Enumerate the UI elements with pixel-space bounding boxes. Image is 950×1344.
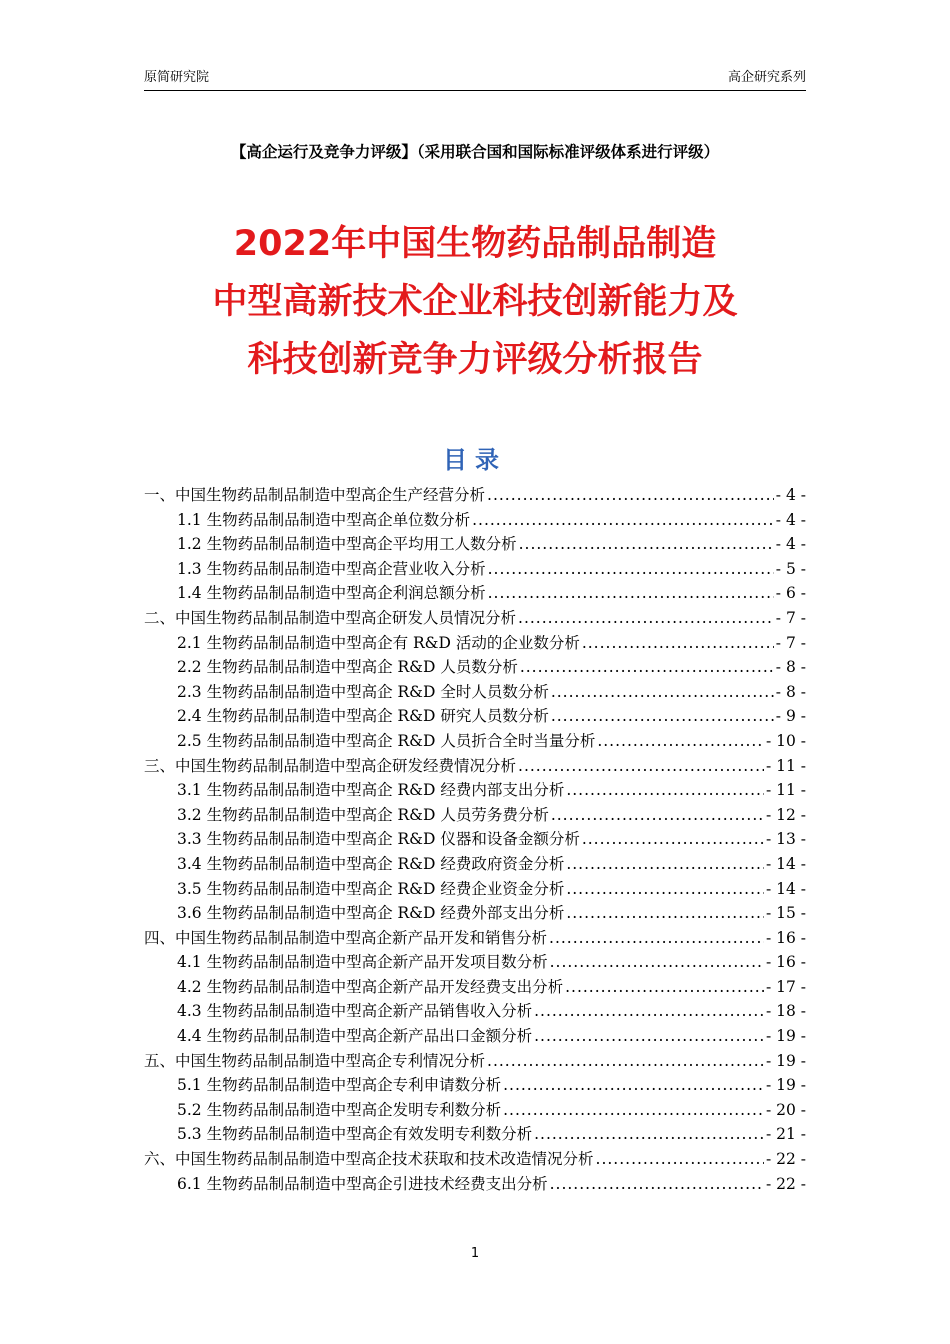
toc-entry[interactable] bbox=[144, 975, 806, 1000]
toc-entry-text: 2.3 生物药品制品制造中型高企 R&D 全时人员数分析 bbox=[177, 682, 549, 701]
toc-entry-page: - 8 - bbox=[775, 682, 806, 701]
toc-entry-page: - 4 - bbox=[775, 510, 806, 529]
toc-entry-text: 4.3 生物药品制品制造中型高企新产品销售收入分析 bbox=[177, 1002, 533, 1021]
toc-leader-dots bbox=[566, 901, 764, 926]
toc-leader-dots bbox=[565, 975, 764, 1000]
toc-leader-dots bbox=[582, 827, 764, 852]
table-of-contents bbox=[144, 483, 806, 1196]
toc-entry-text: 一、中国生物药品制品制造中型高企生产经营分析 bbox=[144, 486, 486, 504]
toc-entry-text: 5.2 生物药品制品制造中型高企发明专利数分析 bbox=[177, 1100, 502, 1119]
toc-entry-text: 1.4 生物药品制品制造中型高企利润总额分析 bbox=[177, 584, 486, 603]
toc-entry[interactable] bbox=[144, 1049, 806, 1074]
toc-entry-text: 五、中国生物药品制品制造中型高企专利情况分析 bbox=[144, 1051, 486, 1070]
toc-entry[interactable] bbox=[144, 877, 806, 902]
toc-entry[interactable] bbox=[144, 950, 806, 975]
toc-entry-page: - 18 - bbox=[765, 1002, 806, 1021]
toc-entry-page: - 4 - bbox=[775, 486, 806, 504]
toc-entry[interactable] bbox=[144, 655, 806, 680]
toc-leader-dots bbox=[520, 655, 774, 680]
toc-entry[interactable] bbox=[144, 508, 806, 533]
toc-leader-dots bbox=[487, 483, 774, 508]
toc-entry-page: - 7 - bbox=[775, 633, 806, 652]
toc-entry-page: - 7 - bbox=[775, 608, 806, 627]
toc-entry-page: - 14 - bbox=[765, 854, 806, 873]
toc-entry-text: 4.1 生物药品制品制造中型高企新产品开发项目数分析 bbox=[177, 953, 548, 972]
toc-entry-text: 六、中国生物药品制品制造中型高企技术获取和技术改造情况分析 bbox=[144, 1150, 594, 1169]
toc-entry[interactable] bbox=[144, 483, 806, 508]
toc-entry-text: 2.1 生物药品制品制造中型高企有 R&D 活动的企业数分析 bbox=[177, 633, 580, 652]
report-title bbox=[0, 215, 950, 389]
toc-leader-dots bbox=[597, 729, 764, 754]
toc-entry-page: - 11 - bbox=[765, 756, 806, 775]
toc-entry[interactable] bbox=[144, 704, 806, 729]
toc-entry-page: - 6 - bbox=[775, 584, 806, 603]
toc-entry-text: 5.3 生物药品制品制造中型高企有效发明专利数分析 bbox=[177, 1125, 533, 1144]
rating-subtitle: 【高企运行及竞争力评级】（采用联合国和国际标准评级体系进行评级） bbox=[230, 143, 720, 161]
toc-leader-dots bbox=[582, 631, 774, 656]
toc-entry[interactable] bbox=[144, 999, 806, 1024]
toc-entry[interactable] bbox=[144, 754, 806, 779]
toc-entry[interactable] bbox=[144, 778, 806, 803]
toc-entry[interactable] bbox=[144, 532, 806, 557]
toc-entry-page: - 19 - bbox=[765, 1076, 806, 1095]
title-line-2: 中型高新技术企业科技创新能力及 bbox=[212, 282, 738, 322]
toc-entry[interactable] bbox=[144, 1122, 806, 1147]
toc-leader-dots bbox=[551, 704, 774, 729]
toc-leader-dots bbox=[534, 999, 764, 1024]
toc-leader-dots bbox=[518, 606, 774, 631]
toc-leader-dots bbox=[518, 754, 764, 779]
toc-entry-page: - 13 - bbox=[765, 830, 806, 849]
toc-entry[interactable] bbox=[144, 606, 806, 631]
toc-leader-dots bbox=[596, 1147, 764, 1172]
toc-leader-dots bbox=[503, 1098, 764, 1123]
toc-leader-dots bbox=[534, 1122, 764, 1147]
toc-heading: 目录 bbox=[443, 446, 507, 474]
title-line-3: 科技创新竞争力评级分析报告 bbox=[247, 340, 703, 380]
toc-entry-page: - 16 - bbox=[765, 953, 806, 972]
toc-entry-text: 3.5 生物药品制品制造中型高企 R&D 经费企业资金分析 bbox=[177, 879, 565, 898]
toc-entry-page: - 22 - bbox=[765, 1174, 806, 1193]
title-line-1: 2022年中国生物药品制品制造 bbox=[233, 224, 717, 264]
toc-entry-text: 三、中国生物药品制品制造中型高企研发经费情况分析 bbox=[144, 756, 517, 775]
toc-entry-text: 5.1 生物药品制品制造中型高企专利申请数分析 bbox=[177, 1076, 502, 1095]
toc-entry-page: - 11 - bbox=[765, 781, 806, 800]
toc-entry-text: 4.2 生物药品制品制造中型高企新产品开发经费支出分析 bbox=[177, 977, 564, 996]
toc-leader-dots bbox=[488, 581, 774, 606]
toc-entry-text: 2.5 生物药品制品制造中型高企 R&D 人员折合全时当量分析 bbox=[177, 731, 596, 750]
toc-entry[interactable] bbox=[144, 1172, 806, 1197]
toc-entry[interactable] bbox=[144, 926, 806, 951]
toc-entry-page: - 21 - bbox=[765, 1125, 806, 1144]
toc-entry[interactable] bbox=[144, 1147, 806, 1172]
toc-entry[interactable] bbox=[144, 901, 806, 926]
toc-entry-page: - 16 - bbox=[765, 928, 806, 947]
toc-entry-text: 3.1 生物药品制品制造中型高企 R&D 经费内部支出分析 bbox=[177, 781, 565, 800]
toc-leader-dots bbox=[503, 1073, 764, 1098]
toc-entry-text: 二、中国生物药品制品制造中型高企研发人员情况分析 bbox=[144, 608, 517, 627]
toc-entry-text: 3.4 生物药品制品制造中型高企 R&D 经费政府资金分析 bbox=[177, 854, 565, 873]
toc-entry-text: 2.2 生物药品制品制造中型高企 R&D 人员数分析 bbox=[177, 658, 518, 677]
toc-entry[interactable] bbox=[144, 581, 806, 606]
toc-entry-page: - 5 - bbox=[775, 559, 806, 578]
toc-entry-page: - 8 - bbox=[775, 658, 806, 677]
toc-entry-text: 四、中国生物药品制品制造中型高企新产品开发和销售分析 bbox=[144, 928, 548, 947]
toc-entry-page: - 22 - bbox=[765, 1150, 806, 1169]
toc-entry-page: - 19 - bbox=[765, 1051, 806, 1070]
toc-leader-dots bbox=[487, 1049, 764, 1074]
toc-entry-page: - 4 - bbox=[775, 535, 806, 554]
toc-entry[interactable] bbox=[144, 1073, 806, 1098]
toc-entry[interactable] bbox=[144, 729, 806, 754]
toc-leader-dots bbox=[519, 532, 774, 557]
toc-leader-dots bbox=[488, 557, 774, 582]
header-publisher: 原简研究院 bbox=[144, 70, 210, 85]
toc-entry[interactable] bbox=[144, 680, 806, 705]
toc-entry[interactable] bbox=[144, 803, 806, 828]
toc-leader-dots bbox=[551, 680, 774, 705]
toc-entry-page: - 17 - bbox=[765, 977, 806, 996]
toc-entry-page: - 14 - bbox=[765, 879, 806, 898]
toc-entry-page: - 15 - bbox=[765, 904, 806, 923]
toc-leader-dots bbox=[534, 1024, 764, 1049]
toc-entry-text: 3.2 生物药品制品制造中型高企 R&D 人员劳务费分析 bbox=[177, 805, 549, 824]
toc-entry-text: 1.1 生物药品制品制造中型高企单位数分析 bbox=[177, 510, 471, 529]
toc-entry[interactable] bbox=[144, 852, 806, 877]
toc-entry[interactable] bbox=[144, 557, 806, 582]
toc-entry-text: 2.4 生物药品制品制造中型高企 R&D 研究人员数分析 bbox=[177, 707, 549, 726]
toc-leader-dots bbox=[551, 803, 764, 828]
header-series: 高企研究系列 bbox=[727, 70, 806, 85]
toc-entry-page: - 20 - bbox=[765, 1100, 806, 1119]
toc-leader-dots bbox=[566, 778, 764, 803]
toc-entry-text: 1.3 生物药品制品制造中型高企营业收入分析 bbox=[177, 559, 486, 578]
toc-entry-page: - 19 - bbox=[765, 1027, 806, 1046]
toc-entry-text: 1.2 生物药品制品制造中型高企平均用工人数分析 bbox=[177, 535, 517, 554]
toc-entry-text: 3.3 生物药品制品制造中型高企 R&D 仪器和设备金额分析 bbox=[177, 830, 580, 849]
toc-entry[interactable] bbox=[144, 1098, 806, 1123]
toc-leader-dots bbox=[472, 508, 774, 533]
toc-leader-dots bbox=[566, 877, 764, 902]
toc-leader-dots bbox=[550, 1172, 764, 1197]
toc-entry-text: 4.4 生物药品制品制造中型高企新产品出口金额分析 bbox=[177, 1027, 533, 1046]
toc-entry-text: 3.6 生物药品制品制造中型高企 R&D 经费外部支出分析 bbox=[177, 904, 565, 923]
page-number: 1 bbox=[470, 1246, 480, 1261]
toc-entry-text: 6.1 生物药品制品制造中型高企引进技术经费支出分析 bbox=[177, 1174, 548, 1193]
toc-entry-page: - 9 - bbox=[775, 707, 806, 726]
toc-entry[interactable] bbox=[144, 827, 806, 852]
toc-entry[interactable] bbox=[144, 1024, 806, 1049]
toc-entry[interactable] bbox=[144, 631, 806, 656]
toc-entry-page: - 12 - bbox=[765, 805, 806, 824]
page-header bbox=[144, 66, 806, 91]
toc-leader-dots bbox=[566, 852, 764, 877]
toc-leader-dots bbox=[550, 950, 764, 975]
toc-entry-page: - 10 - bbox=[765, 731, 806, 750]
toc-leader-dots bbox=[549, 926, 764, 951]
